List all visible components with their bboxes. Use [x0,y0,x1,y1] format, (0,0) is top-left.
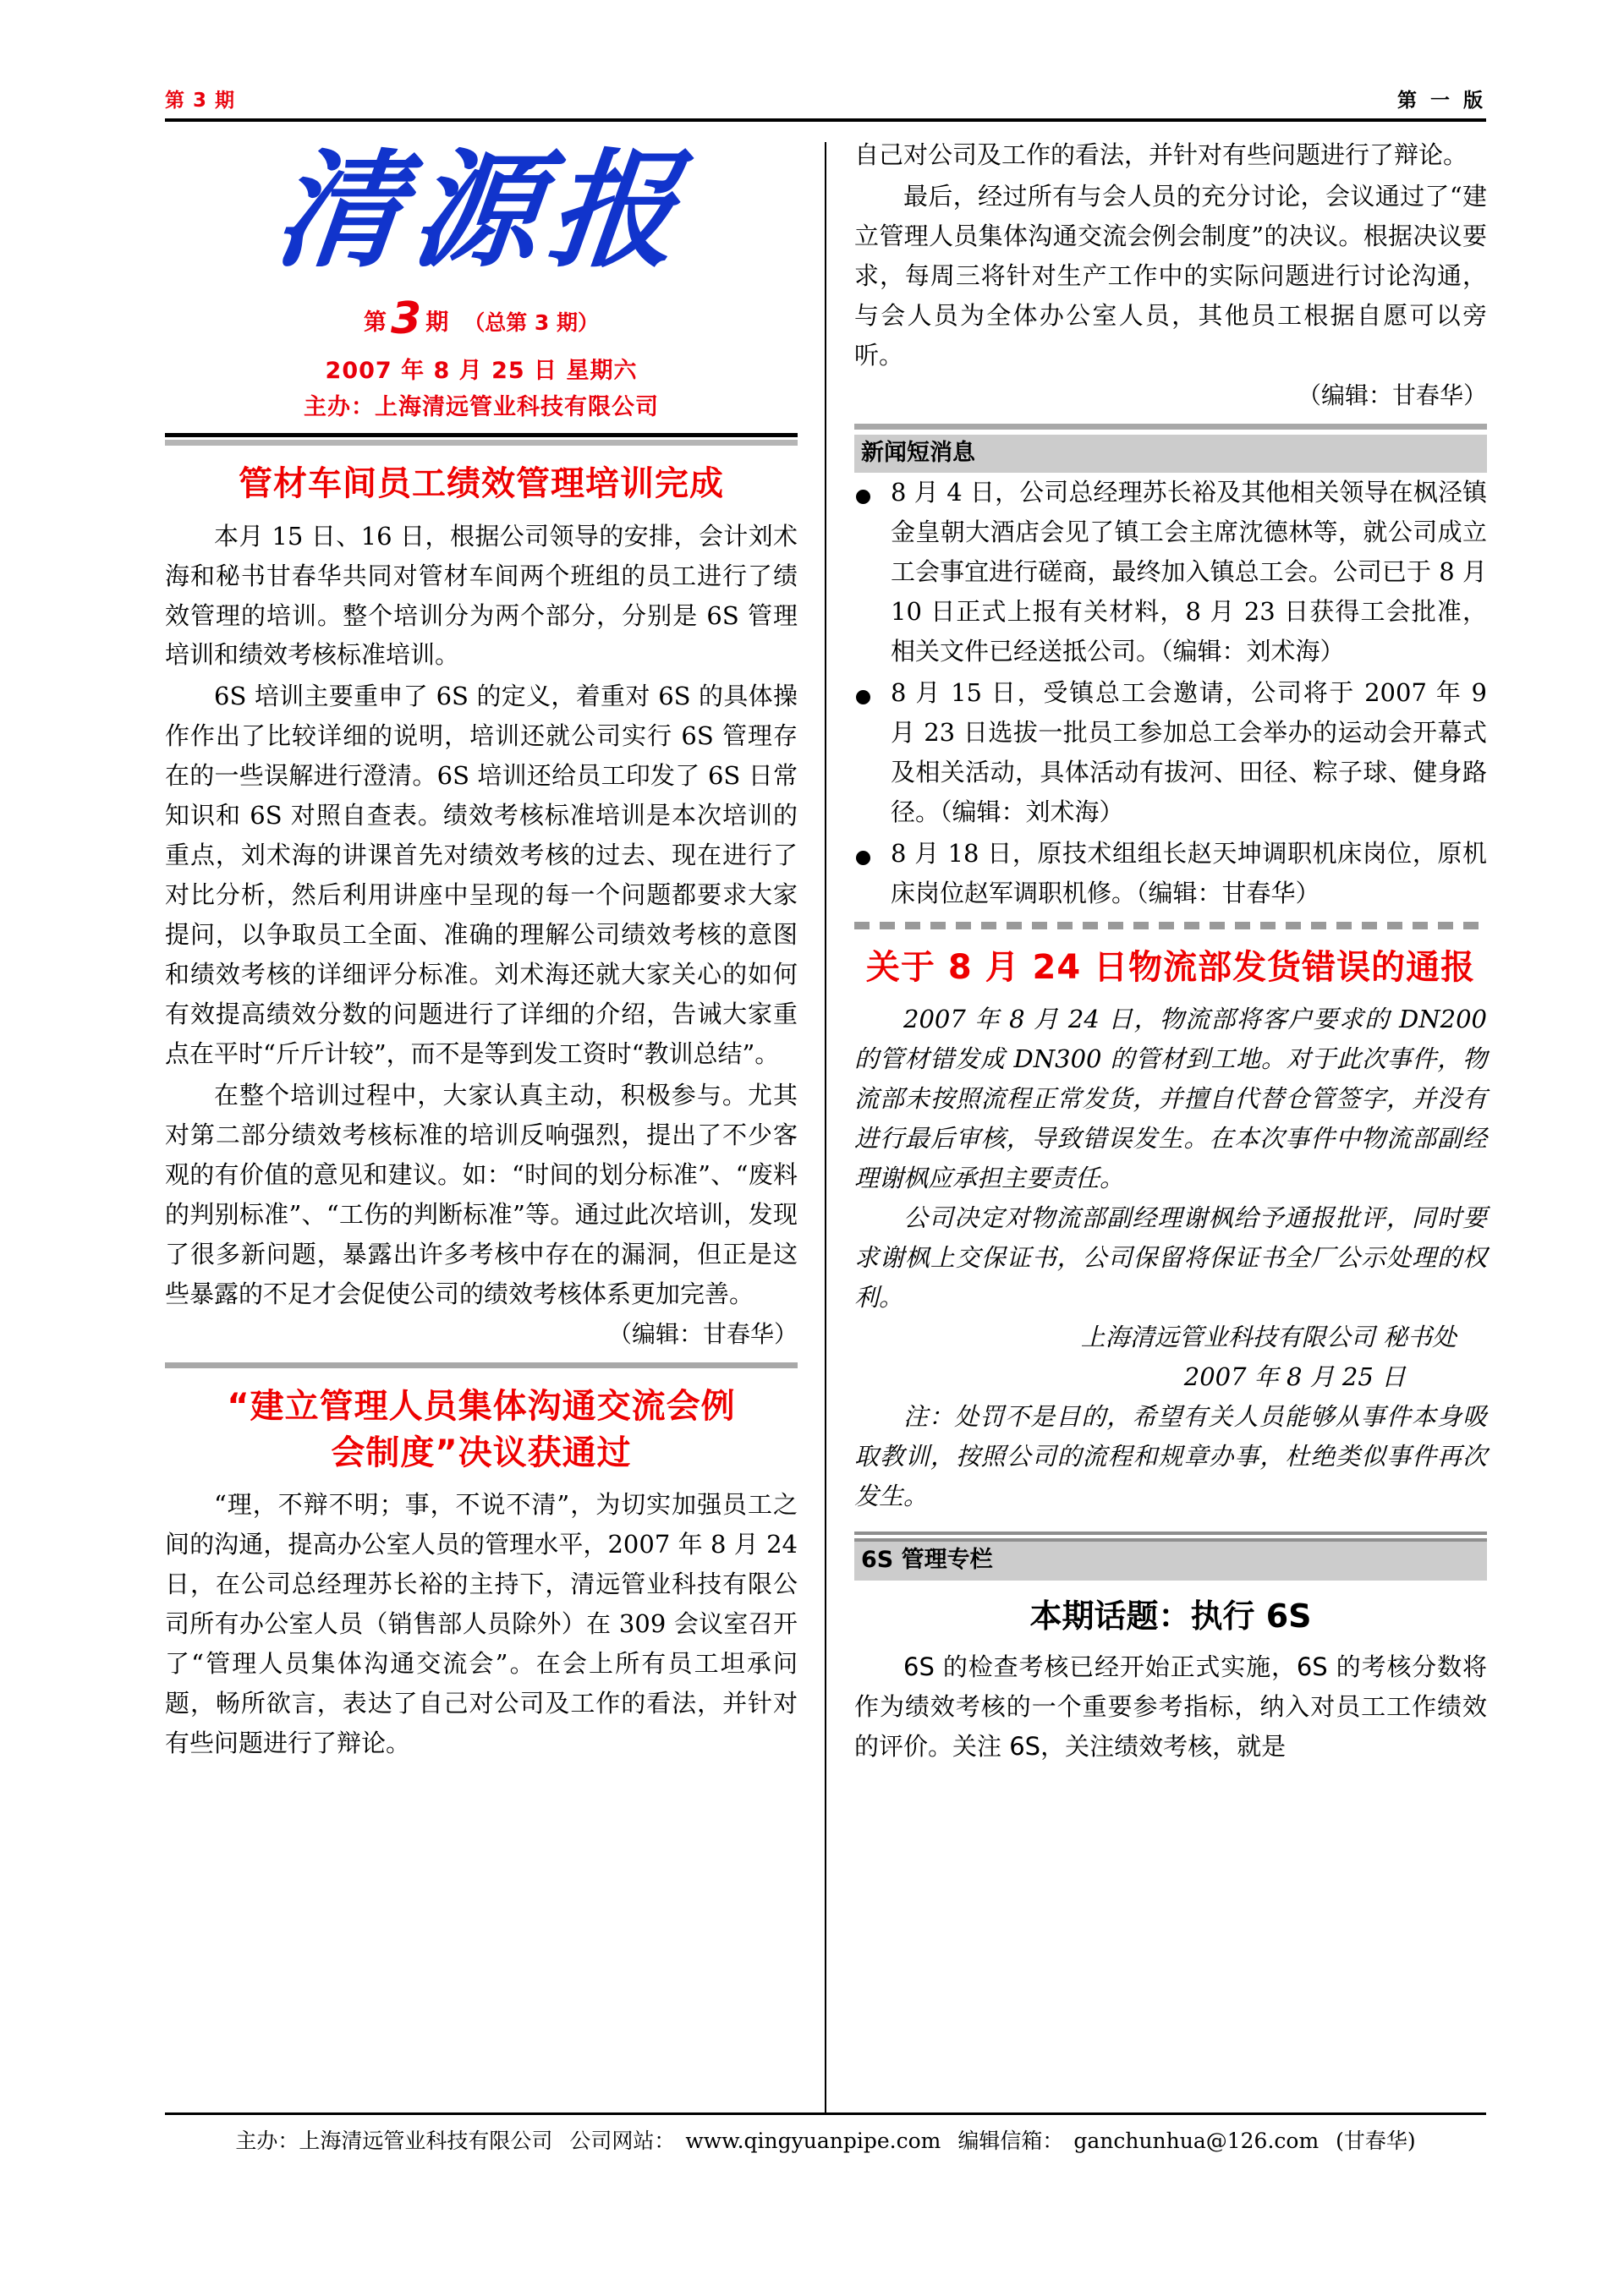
article2-paragraph-1-continued: 自己对公司及工作的看法，并针对有些问题进行了辩论。 [854,140,1468,169]
briefs-top-rule [854,424,1487,430]
article2-headline-line-1: “建立管理人员集体沟通交流会例 [227,1386,736,1426]
footer-website-link[interactable]: www.qingyuanpipe.com [685,2129,941,2153]
masthead-date: 2007 年 8 月 25 日 星期六 [325,358,638,385]
notice-paragraph-2: 公司决定对物流部副经理谢枫给予通报批评，同时要求谢枫上交保证书，公司保留将保证书全厂公示处理的权利。 [854,1203,1487,1312]
footer-email-label: 编辑信箱： [957,2129,1064,2153]
article1-editor-credit: （编辑：甘春华） [607,1319,798,1348]
article1-paragraph-1: 本月 15 日、16 日，根据公司领导的安排，会计刘术海和秘书甘春华共同对管材车间两个班组的员工进行了绩效管理的培训。整个培训分为两个部分，分别是 6S 管理培训和绩效考核标准培训。 [165,521,798,670]
notice-headline: 关于 8 月 24 日物流部发货错误的通报 [865,948,1476,988]
notice-signature: 上海清远管业科技有限公司 秘书处 [1080,1322,1457,1351]
footer-publisher: 主办：上海清远管业科技有限公司 [235,2129,553,2153]
column-divider [825,142,826,2112]
briefs-bottom-dashed-separator [854,922,1487,929]
column6s-top-double-rule [854,1532,1487,1542]
bullet-dot-icon [856,490,870,504]
article2-paragraph-1: “理，不辩不明；事，不说不清”，为切实加强员工之间的沟通，提高办公室人员的管理水平，2007 年 8 月 24 日，在公司总经理苏长裕的主持下，清远管业科技有限公司所有办公室人员（销售部人员除外）在 309 会议室召开了“管理人员集体沟通交流会”。在会上所有员工坦承问题，畅所欲言，表达了自己对公司及工作的看法，并针对有些问题进行了辩论。 [165,1490,798,1757]
footer [165,2124,1486,2155]
footer-divider-rule [165,2112,1486,2115]
top-header [165,91,1486,111]
footer-email-link[interactable]: ganchunhua@126.com [1073,2129,1320,2153]
brief-item [854,673,1487,832]
masthead-bottom-rule [165,433,798,437]
issue-number-tag: 第 3 期 [165,90,236,112]
notice-paragraph-1: 2007 年 8 月 24 日，物流部将客户要求的 DN200 的管材错发成 DN300 的管材到工地。对于此次事件，物流部未按照流程正常发货，并擅自代替仓管签字，并没有进行最后审核，导致错误发生。在本次事件中物流部副经理谢枫应承担主要责任。 [854,1005,1487,1193]
column6s-headline: 本期话题：执行 6S [1029,1597,1312,1635]
column6s-paragraph-1: 6S 的检查考核已经开始正式实施，6S 的考核分数将作为绩效考核的一个重要参考指标，纳入对员工工作绩效的评价。关注 6S，关注绩效考核，就是 [854,1652,1487,1761]
brief-item-text: 8 月 4 日，公司总经理苏长裕及其他相关领导在枫泾镇金皇朝大酒店会见了镇工会主席沈德林等，就公司成立工会事宜进行磋商，最终加入镇总工会。公司已于 8 月 10 日正式上报有关材料，8 月 23 日获得工会批准，相关文件已经送抵公司。（编辑：刘术海） [891,478,1487,666]
masthead-title: 清源报 [267,136,695,285]
right-column [854,135,1487,1767]
masthead-issue-number: 3 [391,293,422,344]
article1-bottom-rule [165,1362,798,1368]
notice-signature-date: 2007 年 8 月 25 日 [1183,1362,1406,1391]
masthead-issue-prefix: 第 [364,310,387,336]
masthead [165,135,798,421]
article1-headline: 管材车间员工绩效管理培训完成 [239,464,724,504]
article1-paragraph-3: 在整个培训过程中，大家认真主动，积极参与。尤其对第二部分绩效考核标准的培训反响强烈，提出了不少客观的有价值的意见和建议。如：“时间的划分标准”、“废料的判别标准”、“工伤的判断标准”等。通过此次培训，发现了很多新问题，暴露出许多考核中存在的漏洞，但正是这些暴露的不足才会促使公司的绩效考核体系更加完善。 [165,1081,798,1308]
article2-headline-line-2: 会制度”决议获通过 [331,1433,632,1472]
footer-website-label: 公司网站： [569,2129,676,2153]
article1-paragraph-2: 6S 培训主要重申了 6S 的定义，着重对 6S 的具体操作作出了比较详细的说明，培训还就公司实行 6S 管理存在的一些误解进行澄清。6S 培训还给员工印发了 6S 日常知识和 6S 对照自查表。绩效考核标准培训是本次培训的重点，刘术海的讲课首先对绩效考核的过去、现在进行了对比分析，然后利用讲座中呈现的每一个问题都要求大家提问，以争取员工全面、准确的理解公司绩效考核的意图和绩效考核的详细评分标准。刘术海还就大家关心的如何有效提高绩效分数的问题进行了详细的介绍，告诫大家重点在平时“斤斤计较”，而不是等到发工资时“教训总结”。 [165,682,798,1069]
masthead-publisher: 主办：上海清远管业科技有限公司 [304,394,659,421]
notice-paragraph-3: 注：处罚不是目的，希望有关人员能够从事件本身吸取教训，按照公司的流程和规章办事，杜绝类似事件再次发生。 [854,1401,1487,1510]
article2-headline [165,1384,798,1477]
article2-editor-credit: （编辑：甘春华） [1297,381,1487,409]
brief-item [854,834,1487,913]
page-number-tag: 第 一 版 [1396,90,1486,112]
masthead-issue-suffix: 期 [425,310,449,336]
column6s-section-title: 6S 管理专栏 [854,1542,1487,1581]
brief-item-text: 8 月 18 日，原技术组组长赵天坤调职机床岗位，原机床岗位赵军调职机修。（编辑：甘春华） [891,839,1487,908]
masthead-bottom-rule-grey [165,440,798,446]
left-column [165,135,798,1765]
briefs-section-title: 新闻短消息 [854,435,1487,474]
article2-paragraph-2: 最后，经过所有与会人员的充分讨论，会议通过了“建立管理人员集体沟通交流会例会制度”的决议。根据决议要求，每周三将针对生产工作中的实际问题进行讨论沟通，与会人员为全体办公室人员，其他员工根据自愿可以旁听。 [854,181,1487,370]
masthead-issue-line [165,293,798,345]
bullet-dot-icon [856,690,870,704]
footer-editor-credit: (甘春华) [1336,2129,1416,2153]
brief-item-text: 8 月 15 日，受镇总工会邀请，公司将于 2007 年 9 月 23 日选拔一批员工参加总工会举办的运动会开幕式及相关活动，具体活动有拔河、田径、粽子球、健身路径。（编辑：刘术海） [891,678,1487,827]
masthead-issue-total: （总第 3 期） [464,310,599,335]
bullet-dot-icon [856,851,870,865]
header-divider-rule [165,118,1486,122]
brief-item [854,473,1487,671]
